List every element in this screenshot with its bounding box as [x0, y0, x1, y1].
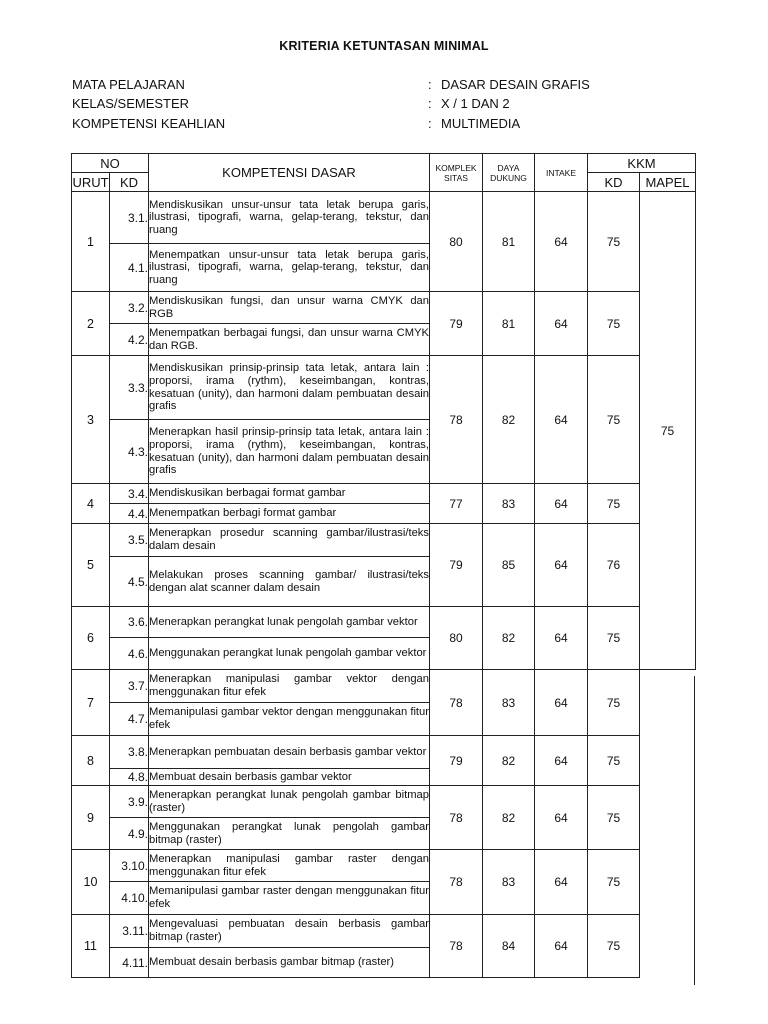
urut-cell: 3	[72, 356, 110, 484]
kd-cell: 4.10.	[110, 882, 149, 915]
kd-cell: 4.11.	[110, 948, 149, 978]
urut-cell: 2	[72, 292, 110, 356]
meta-colon: :	[428, 77, 432, 92]
kompetensi-cell: Menerapkan perangkat lunak pengolah gambar vektor	[149, 607, 430, 638]
table-row	[72, 192, 696, 244]
kkm-kd-cell: 75	[588, 192, 640, 292]
intake-cell: 64	[535, 915, 588, 978]
kd-cell: 4.4.	[110, 504, 149, 524]
kompetensi-cell: Menerapkan prosedur scanning gambar/ilustrasi/teks dalam desain	[149, 524, 430, 557]
page-title: KRITERIA KETUNTASAN MINIMAL	[279, 39, 489, 53]
header-intake: INTAKE	[535, 154, 588, 192]
kompleksitas-cell: 77	[430, 484, 483, 524]
kkm-kd-cell: 76	[588, 524, 640, 607]
header-kkm: KKM	[588, 154, 696, 173]
kompleksitas-cell: 80	[430, 607, 483, 670]
kkm-kd-cell: 75	[588, 786, 640, 850]
meta-label: KOMPETENSI KEAHLIAN	[72, 116, 226, 131]
table-row	[72, 292, 696, 324]
kompetensi-cell: Mendiskusikan fungsi, dan unsur warna CMYK dan RGB	[149, 292, 430, 324]
kompetensi-cell: Menempatkan berbagai fungsi, dan unsur warna CMYK dan RGB.	[149, 324, 430, 356]
kompetensi-cell: Melakukan proses scanning gambar/ ilustrasi/teks dengan alat scanner dalam desain	[149, 557, 430, 607]
table-row	[72, 524, 696, 557]
kompetensi-cell: Menempatkan unsur-unsur tata letak berupa garis, ilustrasi, tipografi, warna, gelap-terang, tekstur, dan ruang	[149, 244, 430, 292]
kd-cell: 3.9.	[110, 786, 149, 818]
meta-value: X / 1 DAN 2	[441, 96, 510, 111]
meta-label: KELAS/SEMESTER	[72, 96, 190, 111]
kompleksitas-cell: 78	[430, 915, 483, 978]
kompetensi-cell: Menerapkan manipulasi gambar raster dengan menggunakan fitur efek	[149, 850, 430, 882]
intake-cell: 64	[535, 292, 588, 356]
daya-dukung-cell: 85	[483, 524, 535, 607]
kompetensi-cell: Menerapkan pembuatan desain berbasis gambar vektor	[149, 736, 430, 769]
urut-cell: 8	[72, 736, 110, 786]
kompetensi-cell: Menempatkan berbagi format gambar	[149, 504, 430, 524]
kd-cell: 3.3.	[110, 356, 149, 420]
kompetensi-cell: Memanipulasi gambar raster dengan menggunakan fitur efek	[149, 882, 430, 915]
urut-cell: 9	[72, 786, 110, 850]
kd-cell: 3.5.	[110, 524, 149, 557]
kompetensi-cell: Mendiskusikan prinsip-prinsip tata letak, antara lain : proporsi, irama (rythm), keseimbangan, kontras, kesatuan (unity), dan harmoni dalam pembuatan desain grafis	[149, 356, 430, 420]
meta-colon: :	[428, 96, 432, 111]
urut-cell: 5	[72, 524, 110, 607]
intake-cell: 64	[535, 484, 588, 524]
kompleksitas-cell: 78	[430, 356, 483, 484]
kompetensi-cell: Menggunakan perangkat lunak pengolah gambar vektor	[149, 638, 430, 670]
kompleksitas-cell: 79	[430, 736, 483, 786]
intake-cell: 64	[535, 607, 588, 670]
kompetensi-cell: Menerapkan manipulasi gambar vektor dengan menggunakan fitur efek	[149, 670, 430, 703]
kompetensi-cell: Membuat desain berbasis gambar bitmap (raster)	[149, 948, 430, 978]
kompleksitas-cell: 78	[430, 786, 483, 850]
kd-cell: 3.1.	[110, 192, 149, 244]
kd-cell: 3.8.	[110, 736, 149, 769]
kompetensi-cell: Menerapkan hasil prinsip-prinsip tata letak, antara lain : proporsi, irama (rythm), keseimbangan, kontras, kesatuan (unity), dan harmoni dalam pembuatan desain grafis	[149, 420, 430, 484]
kompleksitas-cell: 79	[430, 524, 483, 607]
kd-cell: 3.2.	[110, 292, 149, 324]
kkm-mapel-cell: 75	[640, 192, 696, 670]
intake-cell: 64	[535, 192, 588, 292]
kd-cell: 3.7.	[110, 670, 149, 703]
header-kd: KD	[110, 173, 149, 192]
kompetensi-cell: Memanipulasi gambar vektor dengan menggunakan fitur efek	[149, 703, 430, 736]
intake-cell: 64	[535, 356, 588, 484]
kompetensi-cell: Membuat desain berbasis gambar vektor	[149, 769, 430, 786]
intake-cell: 64	[535, 736, 588, 786]
header-daya-dukung: DAYA DUKUNG	[483, 154, 535, 192]
table-row	[72, 915, 696, 948]
kd-cell: 3.10.	[110, 850, 149, 882]
kompleksitas-cell: 79	[430, 292, 483, 356]
urut-cell: 7	[72, 670, 110, 736]
kompetensi-cell: Mendiskusikan berbagai format gambar	[149, 484, 430, 504]
kkm-kd-cell: 75	[588, 356, 640, 484]
meta-value: MULTIMEDIA	[441, 116, 521, 131]
kkm-table	[71, 153, 696, 978]
kd-cell: 3.4.	[110, 484, 149, 504]
meta-colon: :	[428, 116, 432, 131]
table-row	[72, 484, 696, 504]
intake-cell: 64	[535, 524, 588, 607]
urut-cell: 6	[72, 607, 110, 670]
kd-cell: 3.6.	[110, 607, 149, 638]
kkm-kd-cell: 75	[588, 607, 640, 670]
kkm-table-body	[72, 192, 696, 978]
daya-dukung-cell: 84	[483, 915, 535, 978]
meta-label: MATA PELAJARAN	[72, 77, 185, 92]
table-right-border	[694, 676, 695, 985]
daya-dukung-cell: 83	[483, 670, 535, 736]
kd-cell: 4.1.	[110, 244, 149, 292]
kkm-kd-cell: 75	[588, 484, 640, 524]
kkm-kd-cell: 75	[588, 736, 640, 786]
daya-dukung-cell: 82	[483, 356, 535, 484]
urut-cell: 1	[72, 192, 110, 292]
urut-cell: 4	[72, 484, 110, 524]
table-row	[72, 736, 696, 769]
kd-cell: 4.2.	[110, 324, 149, 356]
kompetensi-cell: Menerapkan perangkat lunak pengolah gambar bitmap (raster)	[149, 786, 430, 818]
header-no: NO	[72, 154, 149, 173]
daya-dukung-cell: 82	[483, 607, 535, 670]
table-row	[72, 607, 696, 638]
kkm-kd-cell: 75	[588, 850, 640, 915]
header-kompleksitas: KOMPLEK SITAS	[430, 154, 483, 192]
daya-dukung-cell: 83	[483, 850, 535, 915]
daya-dukung-cell: 81	[483, 292, 535, 356]
header-kkm-mapel: MAPEL	[640, 173, 696, 192]
intake-cell: 64	[535, 786, 588, 850]
kd-cell: 4.6.	[110, 638, 149, 670]
table-row	[72, 786, 696, 818]
daya-dukung-cell: 82	[483, 786, 535, 850]
table-row	[72, 850, 696, 882]
kkm-kd-cell: 75	[588, 670, 640, 736]
header-kompetensi-dasar: KOMPETENSI DASAR	[149, 154, 430, 192]
header-kkm-kd: KD	[588, 173, 640, 192]
kompetensi-cell: Mengevaluasi pembuatan desain berbasis gambar bitmap (raster)	[149, 915, 430, 948]
kkm-kd-cell: 75	[588, 292, 640, 356]
header-urut: URUT	[72, 174, 109, 190]
kd-cell: 4.8.	[110, 769, 149, 786]
daya-dukung-cell: 81	[483, 192, 535, 292]
kompleksitas-cell: 80	[430, 192, 483, 292]
intake-cell: 64	[535, 850, 588, 915]
kd-cell: 4.9.	[110, 818, 149, 850]
intake-cell: 64	[535, 670, 588, 736]
kompleksitas-cell: 78	[430, 670, 483, 736]
kompetensi-cell: Mendiskusikan unsur-unsur tata letak berupa garis, ilustrasi, tipografi, warna, gelap-terang, tekstur, dan ruang	[149, 192, 430, 244]
kd-cell: 4.3.	[110, 420, 149, 484]
kd-cell: 4.7.	[110, 703, 149, 736]
kd-cell: 3.11.	[110, 915, 149, 948]
kompleksitas-cell: 78	[430, 850, 483, 915]
table-row	[72, 670, 696, 703]
kkm-kd-cell: 75	[588, 915, 640, 978]
urut-cell: 11	[72, 915, 110, 978]
kd-cell: 4.5.	[110, 557, 149, 607]
urut-cell: 10	[72, 850, 110, 915]
table-row	[72, 356, 696, 420]
kompetensi-cell: Menggunakan perangkat lunak pengolah gambar bitmap (raster)	[149, 818, 430, 850]
daya-dukung-cell: 82	[483, 736, 535, 786]
meta-value: DASAR DESAIN GRAFIS	[441, 77, 590, 92]
daya-dukung-cell: 83	[483, 484, 535, 524]
